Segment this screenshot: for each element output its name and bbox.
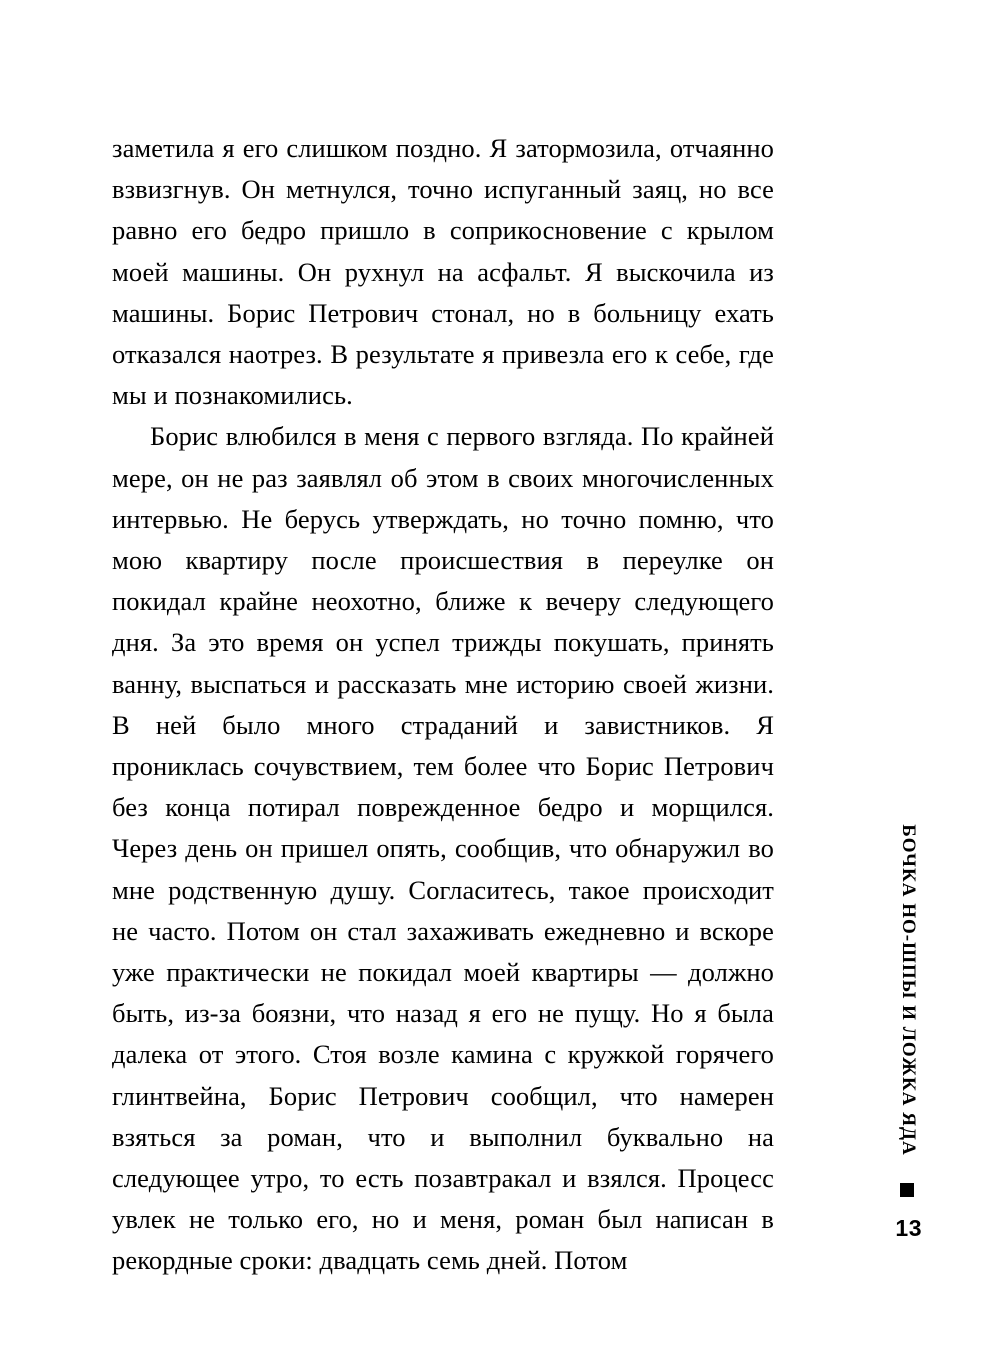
- decorative-square-marker: [900, 1183, 914, 1197]
- paragraph-1: заметила я его слишком поздно. Я затормозила, отчаянно взвизгнув. Он метнулся, точно испуганный заяц, но все равно его бедро пришло в соприкосновение с крылом моей машины. Он рухнул на асфальт. Я выскочила из машины. Борис Петрович стонал, но в больницу ехать отказался наотрез. В результате я привезла его к себе, где мы и познакомились.: [112, 133, 774, 411]
- body-text-column: [112, 128, 774, 1282]
- paragraph-2: Борис влюбился в меня с первого взгляда. По крайней мере, он не раз заявлял об этом в своих многочисленных интервью. Не берусь утверждать, но точно помню, что мою квартиру после происшествия в переулке он покидал крайне неохотно, ближе к вечеру следующего дня. За это время он успел трижды покушать, принять ванну, выспаться и рассказать мне историю своей жизни. В ней было много страданий и завистников. Я прониклась сочувствием, тем более что Борис Петрович без конца потирал поврежденное бедро и морщился. Через день он пришел опять, сообщив, что обнаружил во мне родственную душу. Согласитесь, такое происходит не часто. Потом он стал захаживать ежедневно и вскоре уже практически не покидал моей квартиры — должно быть, из-за боязни, что назад я его не пущу. Но я была далека от этого. Стоя возле камина с кружкой горячего глинтвейна, Борис Петрович сообщил, что намерен взяться за роман, что и выполнил буквально на следующее утро, то есть позавтракал и взялся. Процесс увлек не только его, но и меня, роман был написан в рекордные сроки: двадцать семь дней. Потом: [112, 421, 774, 1276]
- running-head-label: БОЧКА НО-ШПЫ И ЛОЖКА ЯДА: [898, 824, 919, 1156]
- running-head: [888, 795, 928, 1185]
- page-number: 13: [895, 1215, 922, 1241]
